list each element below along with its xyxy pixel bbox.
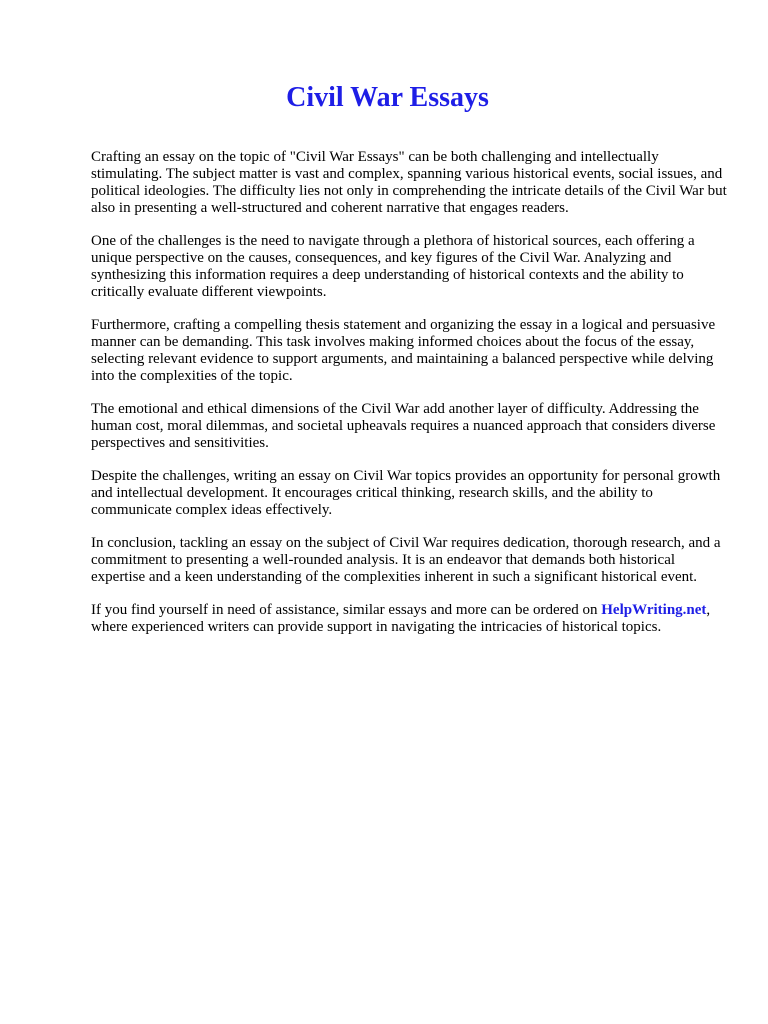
paragraph-ethics: The emotional and ethical dimensions of the Civil War add another layer of difficulty. Addressing the human cost, moral dilemmas, and societal upheavals requires a nuanced approach that considers diverse perspectives and sensitivities.: [91, 401, 716, 451]
helpwriting-link[interactable]: HelpWriting.net: [601, 602, 707, 618]
assistance-text-before: If you find yourself in need of assistance, similar essays and more can be ordered on: [91, 602, 602, 618]
paragraph-conclusion: In conclusion, tackling an essay on the subject of Civil War requires dedication, thorough research, and a commitment to presenting a well-rounded analysis. It is an endeavor that demands both historical expertise and a keen understanding of the complexities inherent in such a significant historical event.: [91, 535, 721, 585]
paragraph-assistance: [91, 602, 731, 636]
paragraph-intro: Crafting an essay on the topic of "Civil War Essays" can be both challenging and intellectually stimulating. The subject matter is vast and complex, spanning various historical events, social issues, and political ideologies. The difficulty lies not only in comprehending the intricate details of the Civil War but also in presenting a well-structured and coherent narrative that engages readers.: [91, 149, 727, 216]
document-title: Civil War Essays: [286, 82, 489, 113]
paragraph-sources: One of the challenges is the need to navigate through a plethora of historical sources, each offering a unique perspective on the causes, consequences, and key figures of the Civil War. Analyzing and synthesizing this information requires a deep understanding of historical contexts and the ability to critically evaluate different viewpoints.: [91, 233, 695, 300]
assistance-text-after: , where experienced writers can provide support in navigating the intricacies of historical topics.: [91, 602, 711, 635]
paragraph-thesis: Furthermore, crafting a compelling thesis statement and organizing the essay in a logical and persuasive manner can be demanding. This task involves making informed choices about the focus of the essay, selecting relevant evidence to support arguments, and maintaining a balanced perspective while delving into the complexities of the topic.: [91, 317, 716, 384]
paragraph-growth: Despite the challenges, writing an essay on Civil War topics provides an opportunity for personal growth and intellectual development. It encourages critical thinking, research skills, and the ability to communicate complex ideas effectively.: [91, 468, 721, 518]
